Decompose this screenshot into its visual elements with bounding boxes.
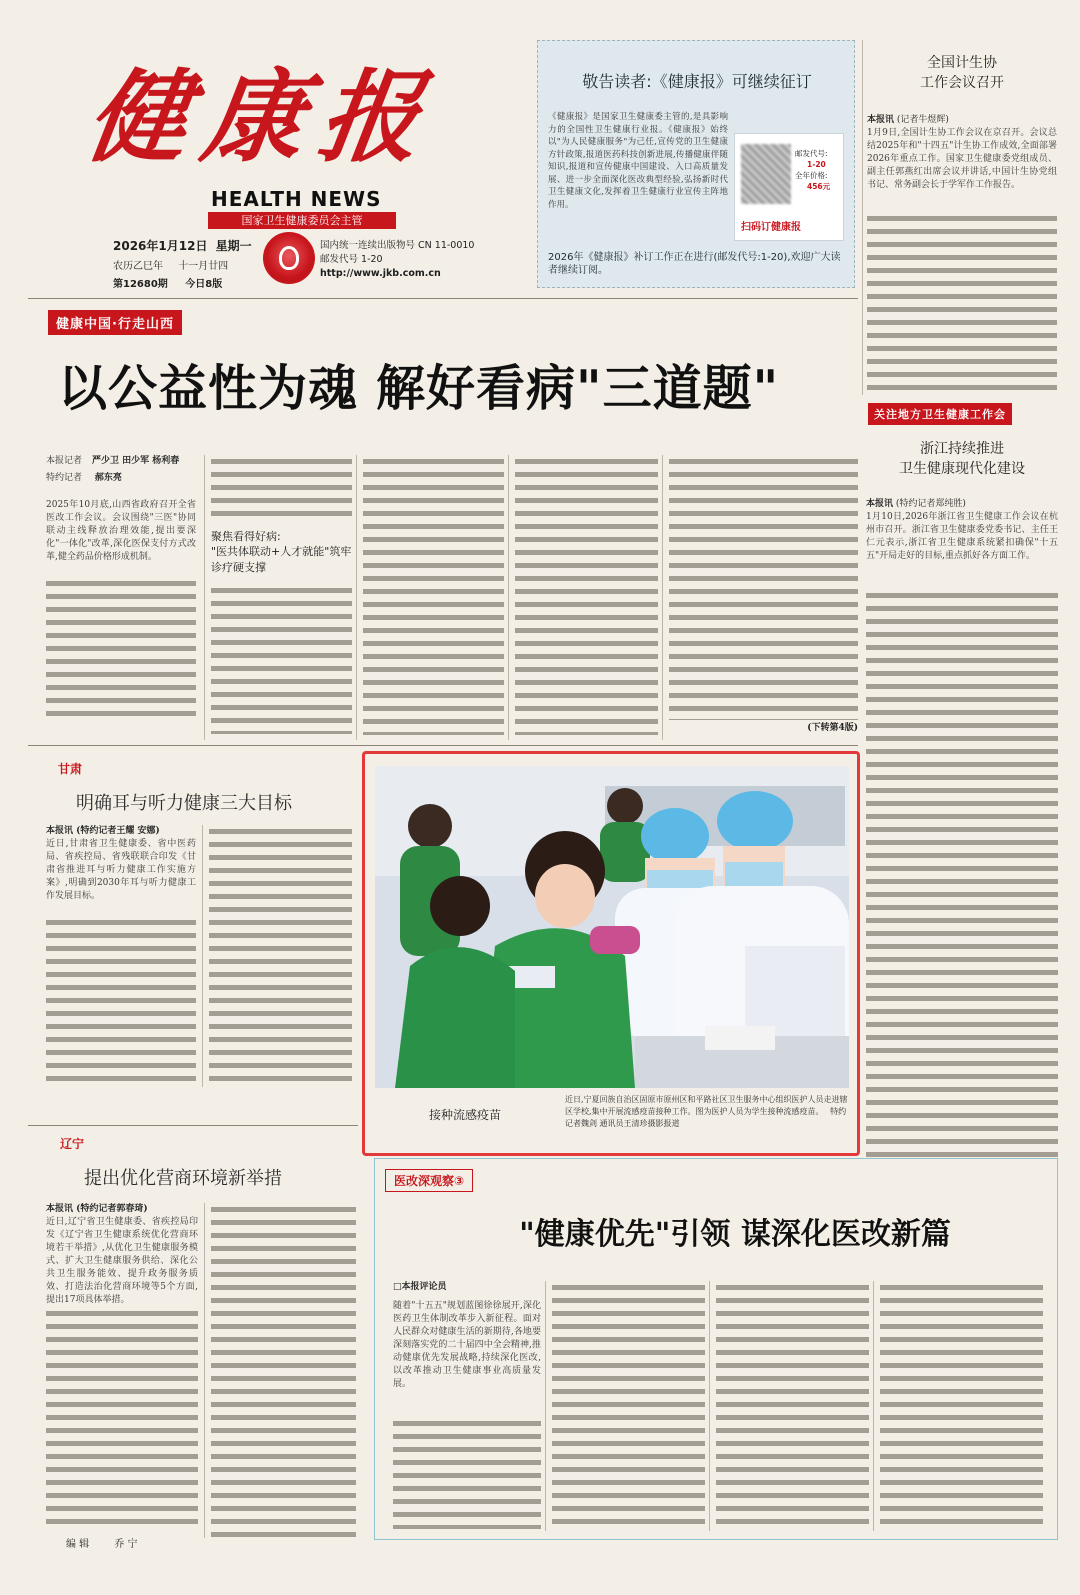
liaoning-title: 提出优化营商环境新举措 [84,1168,282,1189]
lead-story [46,455,860,740]
qr-postal-label: 邮发代号: [795,149,828,158]
section-tag: 健康中国·行走山西 [48,310,182,335]
lead-column-1 [46,455,196,740]
photo-credit: 特约记者魏剑 通讯员王清珍摄影报道 [565,1107,847,1128]
lead-column-4 [508,455,658,740]
reform-byline: □本报评论员 [393,1282,447,1292]
continued-note: (下转第4版) [807,723,858,733]
zhejiang-byline-prefix: 本报讯 [866,499,894,509]
correspondent: 郝东亮 [94,473,122,483]
right-column-tag: 关注地方卫生健康工作会 [868,403,1012,425]
liaoning-story [46,1135,366,1555]
qr-scan-label[interactable]: 扫码订健康报 [741,222,801,233]
vaccination-photo-illustration [375,766,849,1088]
reform-section [374,1158,1058,1540]
reform-headline: "健康优先"引领 谋深化医改新篇 [519,1217,951,1252]
liaoning-lead: 近日,辽宁省卫生健康委、省疾控局印发《辽宁省卫生健康系统优化营商环境若干举措》,从优化卫生健康服务模式、扩大卫生健康服务供给、深化公共卫生服务能效、提升政务服务质效、打造法治化营商环境等5个方面,提出17项具体举措。 [46,1217,198,1305]
issue-weekday: 星期一 [215,239,252,253]
story-title-line2: 工作会议召开 [920,75,1004,91]
reform-lead: 随着"十五五"规划蓝图徐徐展开,深化医药卫生体制改革步入新征程。面对人民群众对健康生活的新期待,各地要深刻落实党的二十届四中全会精神,推动健康优先发展战略,持续深化医改,以改革推动卫生健康事业高质量发展。 [393,1301,541,1389]
reporters: 严少卫 田少军 杨利春 [92,456,180,466]
news-photo[interactable] [375,766,849,1088]
story-title-line1: 全国计生协 [927,55,997,71]
cn-number: 国内统一连续出版物号 CN 11-0010 [320,240,475,251]
news-photo-frame [362,751,860,1156]
editor-label: 编 辑 [66,1539,90,1550]
masthead [28,22,533,292]
notice-body: 《健康报》是国家卫生健康委主管的,是具影响力的全国性卫生健康行业报。《健康报》始终以"为人民健康服务"为己任,宣传党的卫生健康方针政策,报道医药科技创新进展,传播健康伴随知识,报道和宣传健康中国建设、入口高质量发展、进一步全面深化医改典型经验,弘扬新时代卫生健康文化,发挥着卫生健康行业宣传主阵地作用。 [548,112,728,210]
main-headline: 以公益性为魂 解好看病"三道题" [58,360,780,417]
issue-date: 2026年1月12日 [113,239,208,253]
right-top-story [862,40,1057,395]
publication-info [320,239,530,281]
postal-code: 邮发代号 1-20 [320,254,383,265]
story-lead: 1月9日,全国计生协工作会议在京召开。会议总结2025年和"十四五"计生协工作成效,全面部署2026年重点工作。国家卫生健康委党组成员、副主任郭燕红出席会议并讲话,中国计生协党组书记、常务副会长于学军作工作报告。 [867,128,1057,190]
date-block [113,237,283,290]
subscription-notice [537,40,855,288]
lead-column-2 [204,455,352,740]
byline-prefix: 本报讯 [867,115,895,125]
notice-reminder: 2026年《健康报》补订工作正在进行(邮发代号:1-20),欢迎广大读者继续订阅。 [548,252,841,276]
page-count: 今日8版 [185,279,223,290]
gansu-story [46,760,356,1090]
gansu-lead: 近日,甘肃省卫生健康委、省中医药局、省疾控局、省残联联合印发《甘肃省推进耳与听力健康工作实施方案》,明确到2030年耳与听力健康工作发展目标。 [46,839,196,901]
zhejiang-byline-reporter: (特约记者郑纯胜) [895,499,966,509]
website[interactable]: http://www.jkb.com.cn [320,268,441,279]
lead-subhead-prefix: 聚焦看得好病: [211,530,281,543]
lead-subhead: "医共体联动+人才就能"筑牢诊疗硬支撑 [211,545,352,574]
gansu-region: 甘肃 [58,762,83,776]
lead-column-5 [662,455,858,740]
lunar-day: 十一月廿四 [178,261,229,272]
editor-name: 乔 宁 [114,1539,138,1550]
qr-price-value: 456元 [807,182,831,191]
gansu-title: 明确耳与听力健康三大目标 [76,793,292,814]
qr-postal-value: 1-20 [807,160,826,169]
correspondent-label: 特约记者 [46,473,83,483]
zhejiang-title-2: 卫生健康现代化建设 [899,461,1025,477]
qr-card [734,133,844,241]
byline-reporter: (记者牛煜辉) [896,115,949,125]
zhejiang-lead: 1月10日,2026年浙江省卫生健康工作会议在杭州市召开。浙江省卫生健康委党委书记、主任王仁元表示,浙江省卫生健康系统紧扣确保"十五五"开局走好的目标,重点抓好各方面工作。 [866,512,1058,561]
gansu-byline: 本报讯 (特约记者王耀 安娜) [46,826,160,836]
newspaper-logo: 健康报 [79,58,445,176]
notice-title: 敬告读者:《健康报》可继续征订 [582,72,812,91]
editor-credit [66,1535,138,1550]
qr-code-image [741,144,791,204]
sponsor-bar: 国家卫生健康委员会主管 [208,212,396,229]
liaoning-region: 辽宁 [60,1137,85,1151]
zhejiang-title-1: 浙江持续推进 [920,441,1004,457]
lead-column-3 [356,455,504,740]
issue-number: 第12680期 [113,279,168,290]
english-name: HEALTH NEWS [211,187,382,211]
liaoning-byline: 本报讯 (特约记者郭春琦) [46,1204,148,1214]
reporter-label: 本报记者 [46,456,83,466]
photo-caption-text: 近日,宁夏回族自治区固原市原州区和平路社区卫生服务中心组织医护人员走进辖区学校,集中开展流感疫苗接种工作。图为医护人员为学生接种流感疫苗。 [565,1095,848,1116]
photo-caption [565,1094,850,1130]
story-continuation [867,212,1057,390]
emblem-icon [263,232,315,284]
lead-opening: 2025年10月底,山西省政府召开全省医改工作会议。会议围绕"三医"协同联动主线释放治理效能,提出要深化"一体化"改革,深化医保支付方式改革,健全药品价格形成机制。 [46,500,196,562]
qr-price-label: 全年价格: [795,171,828,180]
photo-caption-title: 接种流感疫苗 [428,1108,501,1122]
lunar-year: 农历乙巳年 [113,261,163,272]
reform-tag: 医改深观察③ [385,1169,473,1192]
